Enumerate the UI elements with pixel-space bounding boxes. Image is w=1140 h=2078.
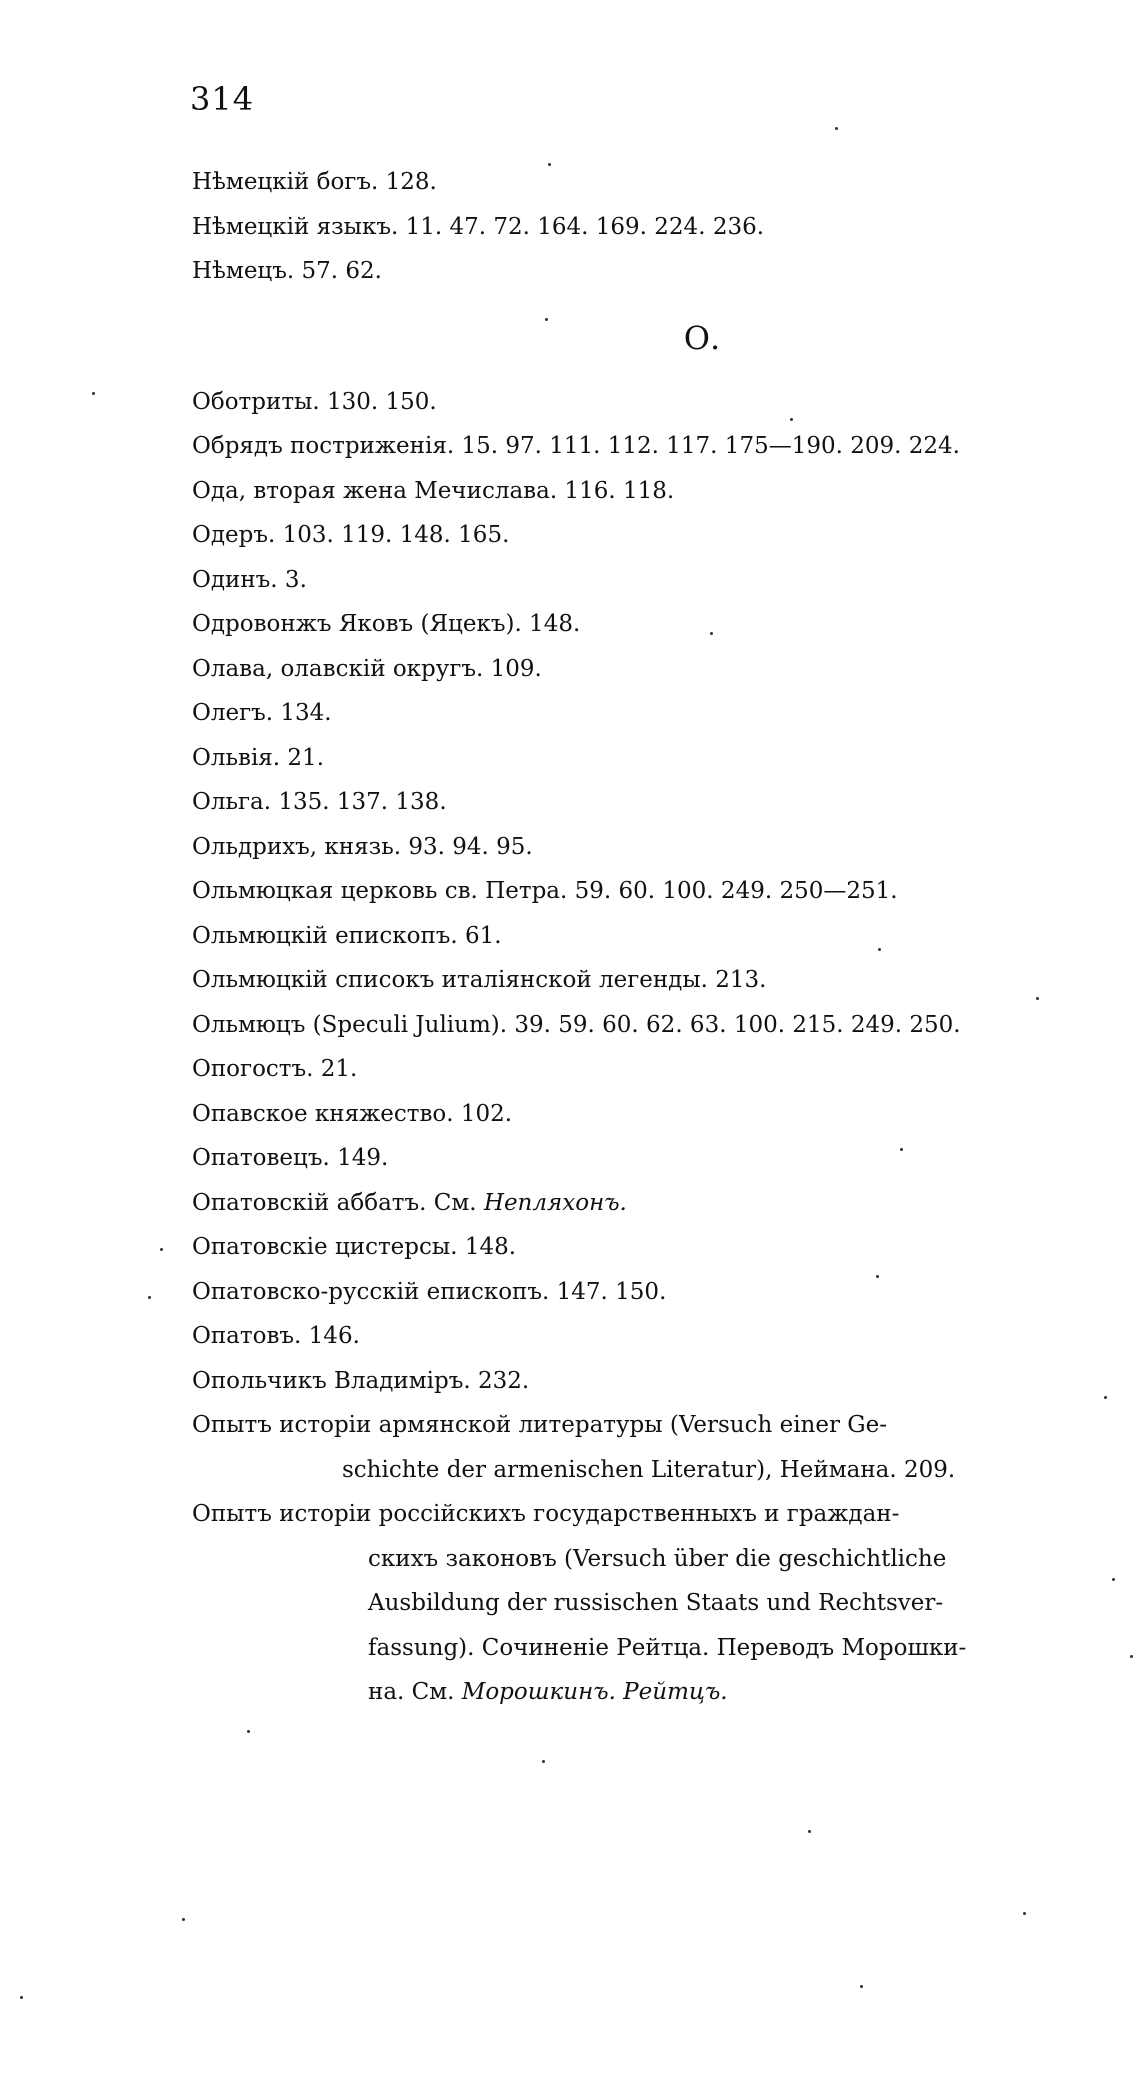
- cross-reference: Непляхонъ.: [483, 1189, 627, 1216]
- scan-speck: [548, 163, 551, 166]
- scan-speck: [876, 1275, 879, 1278]
- index-entry: Оботриты. 130. 150.: [192, 388, 437, 415]
- scan-speck: [860, 1985, 863, 1988]
- index-entry: Нѣмецкій языкъ. 11. 47. 72. 164. 169. 224. 236.: [192, 213, 765, 240]
- scan-speck: [835, 127, 838, 130]
- entry-line: Опытъ исторіи армянской литературы (Versuch einer Ge-: [192, 1412, 888, 1438]
- scan-speck: [20, 1996, 23, 1999]
- entry-line: [192, 1670, 1092, 1715]
- index-entry: Ольмюцкій списокъ италіянской легенды. 213.: [192, 967, 767, 993]
- index-entry: Опавское княжество. 102.: [192, 1100, 513, 1127]
- scan-speck: [1036, 997, 1039, 1000]
- scan-speck: [542, 1760, 545, 1763]
- index-entry: Ольдрихъ, князь. 93. 94. 95.: [192, 833, 533, 860]
- entry-line: Ausbildung der russischen Staats und Rechtsver-: [368, 1590, 944, 1616]
- scan-speck: [1023, 1912, 1026, 1915]
- scan-speck: [900, 1148, 903, 1151]
- scan-speck: [247, 1730, 250, 1733]
- scan-speck: [182, 1918, 185, 1921]
- index-entry: Ольмюцкая церковь св. Петра. 59. 60. 100. 249. 250—251.: [192, 878, 898, 904]
- cross-reference: Морошкинъ. Рейтцъ.: [461, 1679, 728, 1705]
- index-entry: Опатовскіе цистерсы. 148.: [192, 1234, 517, 1260]
- index-entry: Ольмюцъ (Speculi Julium). 39. 59. 60. 62. 63. 100. 215. 249. 250.: [192, 1011, 961, 1038]
- scan-speck: [160, 1248, 163, 1251]
- scan-speck: [878, 948, 881, 951]
- entry-text: на. См.: [368, 1679, 462, 1705]
- scan-speck: [808, 1830, 811, 1833]
- entry-line: скихъ законовъ (Versuch über die geschichtliche: [368, 1545, 947, 1572]
- index-entry: Опогостъ. 21.: [192, 1056, 358, 1082]
- index-entry: Ольвія. 21.: [192, 744, 325, 771]
- index-entry: Опольчикъ Владиміръ. 232.: [192, 1367, 530, 1394]
- index-entry: Олава, олавскій округъ. 109.: [192, 655, 542, 682]
- index-entry: Нѣмецъ. 57. 62.: [192, 258, 382, 284]
- index-entry: Ода, вторая жена Мечислава. 116. 118.: [192, 477, 675, 504]
- scan-speck: [148, 1296, 151, 1299]
- scan-speck: [1104, 1396, 1107, 1399]
- index-entry: Опатовецъ. 149.: [192, 1145, 389, 1171]
- index-entry: Одеръ. 103. 119. 148. 165.: [192, 522, 510, 548]
- scan-speck: [710, 632, 713, 635]
- index-entry: Ольмюцкій епископъ. 61.: [192, 922, 502, 949]
- entry-line: Опытъ исторіи россійскихъ государственныхъ и граждан-: [192, 1501, 900, 1527]
- entry-line: schichte der armenischen Literatur), Неймана. 209.: [342, 1456, 956, 1483]
- index-entry: Одровонжъ Яковъ (Яцекъ). 148.: [192, 611, 581, 637]
- scan-speck: [1112, 1578, 1115, 1581]
- entry-text: Опатовскій аббатъ. См.: [192, 1189, 484, 1216]
- index-entry: Опатовско-русскій епископъ. 147. 150.: [192, 1278, 667, 1305]
- index-entry: Опатовъ. 146.: [192, 1323, 360, 1349]
- index-entry-multiline: [192, 1492, 1092, 1715]
- scan-speck: [1130, 1655, 1133, 1658]
- index-entries: [192, 160, 1092, 1715]
- index-entry: Обрядъ постриженія. 15. 97. 111. 112. 117. 175—190. 209. 224.: [192, 433, 960, 459]
- scan-speck: [790, 418, 793, 421]
- index-entry-multiline: [192, 1403, 1092, 1492]
- entry-line: fassung). Сочиненіе Рейтца. Переводъ Морошки-: [368, 1634, 967, 1661]
- page-number: 314: [190, 80, 255, 118]
- index-entry: Нѣмецкій богъ. 128.: [192, 169, 437, 195]
- index-entry: Одинъ. 3.: [192, 566, 307, 593]
- scan-speck: [92, 392, 95, 395]
- scan-speck: [545, 318, 548, 321]
- index-entry: Ольга. 135. 137. 138.: [192, 789, 447, 815]
- index-entry: [192, 1181, 1092, 1226]
- index-entry: Олегъ. 134.: [192, 700, 332, 726]
- section-heading: О.: [683, 318, 721, 357]
